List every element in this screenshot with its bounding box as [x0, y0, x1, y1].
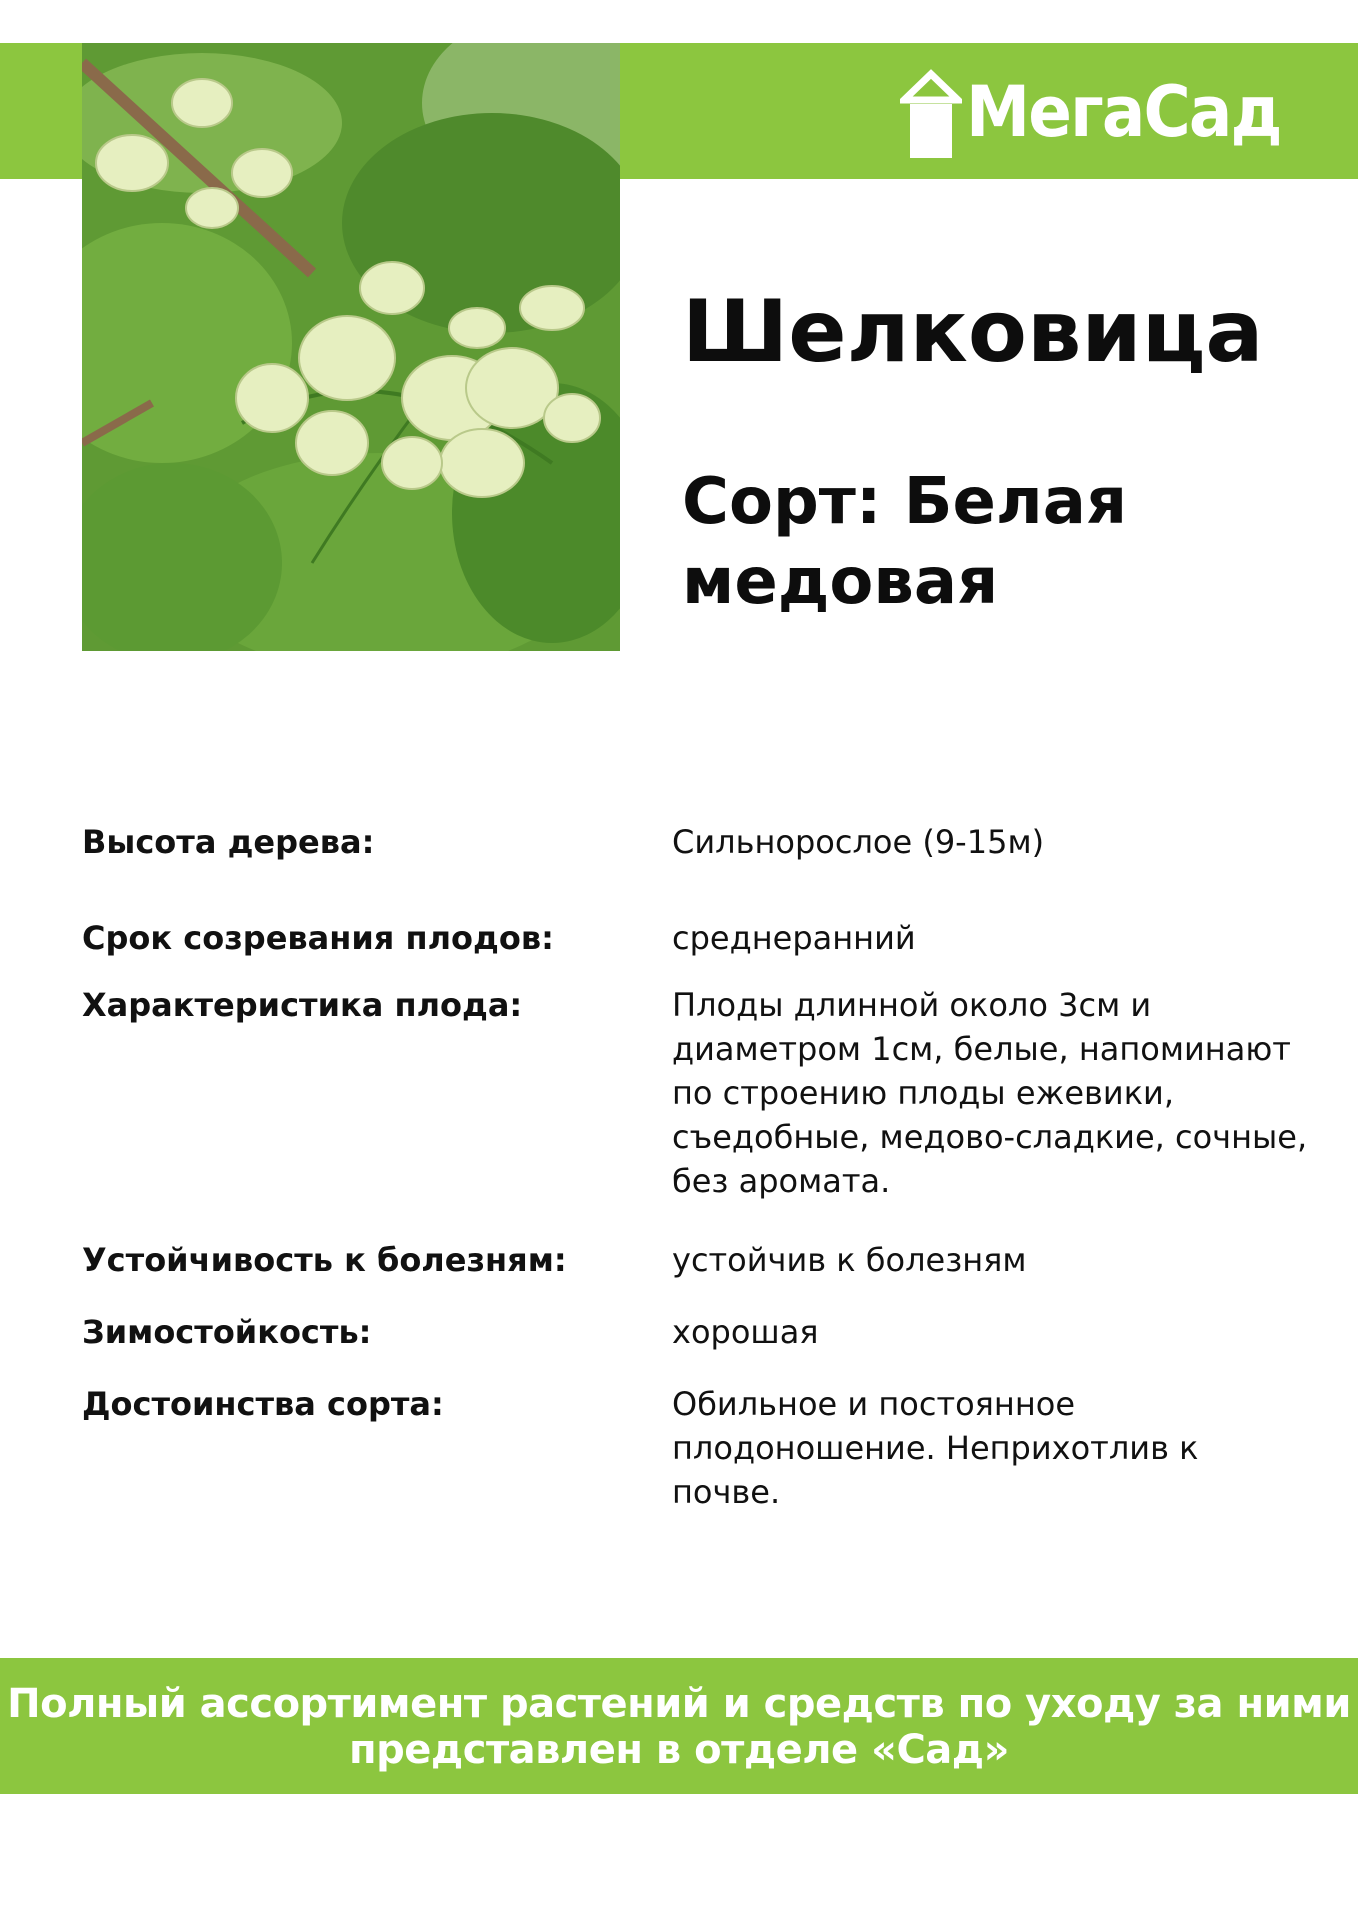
spec-value: среднеранний	[672, 919, 916, 957]
spec-value: устойчив к болезням	[672, 1241, 1027, 1279]
spec-value: Сильнорослое (9-15м)	[672, 823, 1045, 861]
brand-name: МегаСад	[966, 71, 1281, 153]
page-title: Шелковица	[682, 282, 1264, 382]
variety-heading: Сорт: Белая медовая	[682, 465, 1128, 619]
footer-divider	[660, 1654, 1292, 1658]
spec-label: Срок созревания плодов:	[82, 919, 554, 957]
mulberry-photo-illustration	[82, 43, 620, 651]
spec-value: Обильное и постоянное плодоношение. Неприхотлив к почве.	[672, 1385, 1199, 1511]
brand-logo	[900, 55, 1308, 160]
spec-label: Зимостойкость:	[82, 1313, 372, 1351]
house-icon	[900, 64, 962, 160]
spec-label: Устойчивость к болезням:	[82, 1241, 567, 1279]
footer-text-line-1: Полный ассортимент растений и средств по уходу за ними	[7, 1681, 1351, 1727]
spec-value: Плоды длинной около 3см и диаметром 1см, белые, напоминают по строению плоды ежевики, съедобные, медово-сладкие, сочные, без аромата.	[672, 986, 1308, 1200]
spec-value: хорошая	[672, 1313, 819, 1351]
spec-label: Достоинства сорта:	[82, 1385, 444, 1423]
spec-label: Высота дерева:	[82, 823, 375, 861]
mulberry-photo	[82, 43, 620, 651]
footer-text-line-2: представлен в отделе «Сад»	[349, 1727, 1009, 1773]
spec-label: Характеристика плода:	[82, 986, 523, 1024]
